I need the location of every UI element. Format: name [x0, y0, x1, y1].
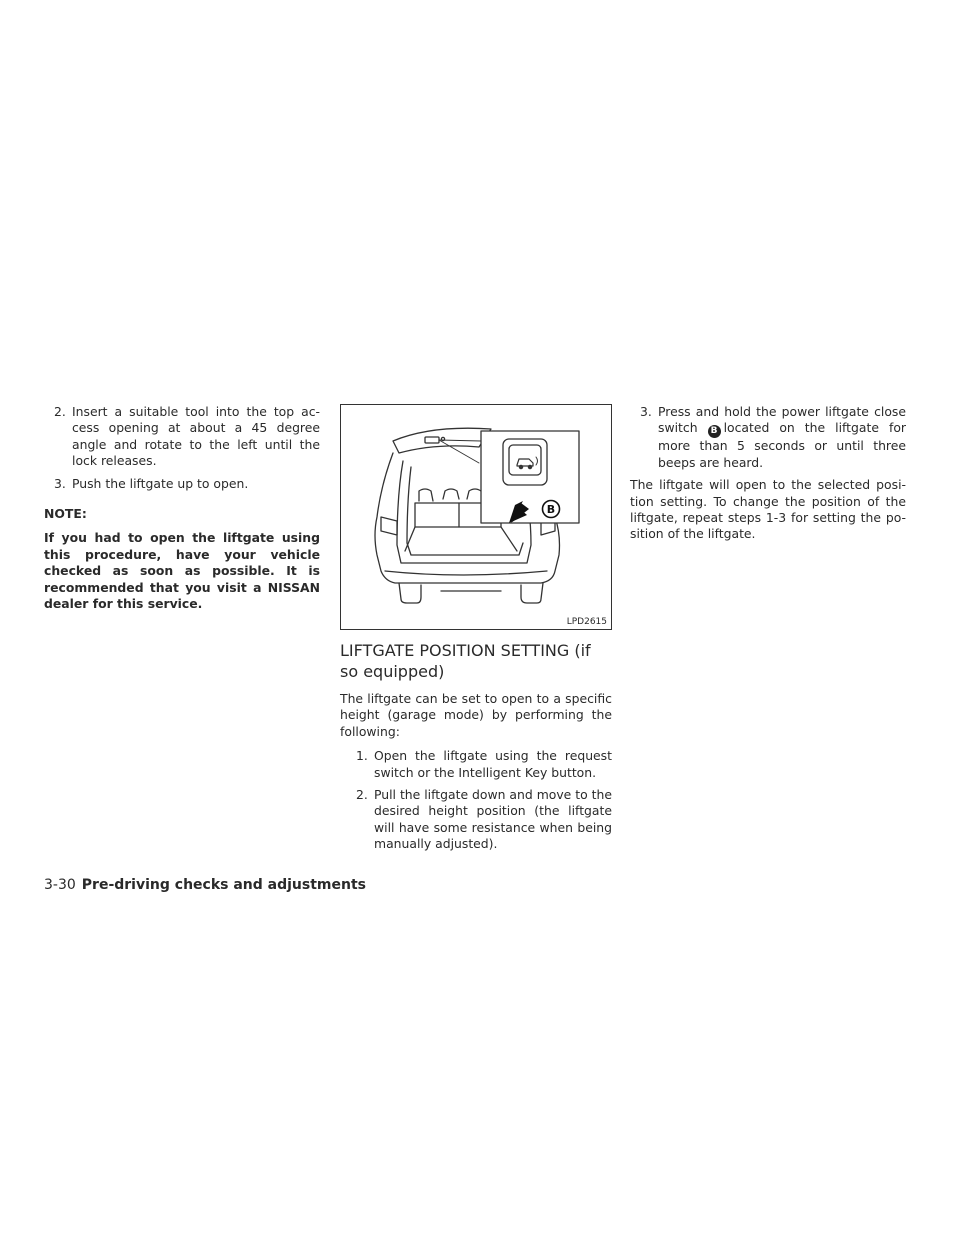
page-footer [44, 876, 366, 894]
setting-step-2 [340, 787, 612, 853]
liftgate-illustration [340, 404, 612, 630]
step-text: Push the liftgate up to open. [72, 475, 249, 491]
column-left [44, 404, 320, 612]
setting-step-3 [630, 404, 906, 471]
callout-b-label: B [546, 503, 556, 516]
step-text-before: Press and hold the power liftgate close switch [658, 404, 906, 436]
setting-step-1 [340, 748, 612, 781]
column-right [630, 404, 906, 551]
step-text: Pull the liftgate down and move to the desired height position (the liftgate will have some resistance when being manually adjusted). [374, 787, 612, 852]
note-heading: NOTE: [44, 506, 87, 522]
step-number: 2. [54, 404, 66, 419]
intro-paragraph: The liftgate can be set to open to a specific height (garage mode) by performing the following: [340, 691, 612, 739]
step-text: Insert a suitable tool into the top ac-cess opening at about a 45 degree angle and rotate to the left until the lock releases. [72, 404, 320, 469]
step-number: 1. [356, 748, 368, 764]
step-number: 2. [356, 787, 368, 803]
note-body: If you had to open the liftgate using this procedure, have your vehicle checked as soon as possible. It is recommended that you visit a NISSAN dealer for this service. [44, 530, 320, 612]
section-heading: LIFTGATE POSITION SETTING (if so equipped) [340, 641, 591, 681]
procedure-step-2 [44, 404, 320, 470]
section-title: Pre-driving checks and adjustments [81, 877, 366, 893]
page-number: 3-30 [44, 877, 76, 893]
callout-b-icon: B [708, 425, 721, 438]
vehicle-rear-drawing [341, 405, 611, 629]
procedure-step-3 [44, 476, 320, 492]
figure-code: LPD2615 [566, 617, 607, 627]
result-paragraph: The liftgate will open to the selected posi-tion setting. To change the position of the liftgate, repeat steps 1-3 for setting the po-sition of the liftgate. [630, 477, 906, 542]
step-number: 3. [54, 475, 66, 491]
step-text-after: located on the liftgate for more than 5 seconds or until three beeps are heard. [658, 420, 906, 470]
step-text: Open the liftgate using the request switch or the Intelligent Key button. [374, 748, 612, 780]
column-middle [340, 404, 612, 859]
step-number: 3. [640, 404, 652, 419]
